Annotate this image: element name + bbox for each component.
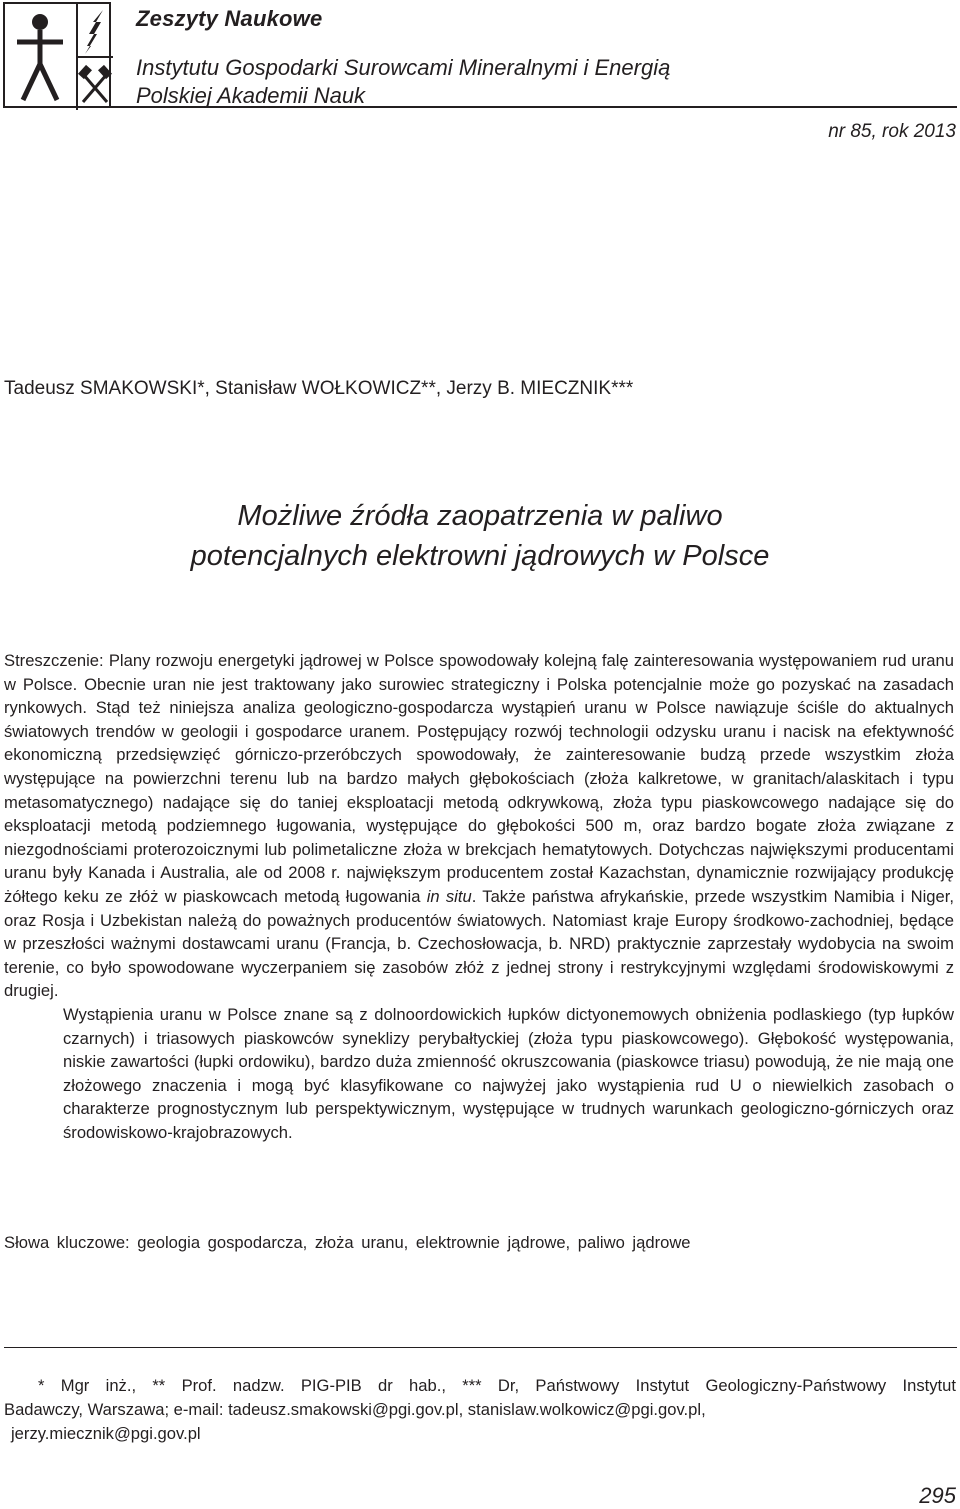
footnote xyxy=(4,1374,956,1446)
abstract-italic-term: in situ xyxy=(426,886,472,906)
footnote-rule xyxy=(4,1347,957,1348)
footnote-line-3: jerzy.miecznik@pgi.gov.pl xyxy=(11,1424,201,1443)
keywords-text: geologia gospodarcza, złoża uranu, elektrownie jądrowe, paliwo jądrowe xyxy=(137,1233,691,1252)
footnote-line-1: * Mgr inż., ** Prof. nadzw. PIG-PIB dr hab., *** Dr, Państwowy Instytut Geologiczny-Państwowy Instytut xyxy=(38,1376,956,1395)
abstract-paragraph-2: Wystąpienia uranu w Polsce znane są z dolnoordowickich łupków dictyonemowych obniżenia podlaskiego (typ łupków czarnych) i triasowych piaskowców syneklizy perybałtyckiej (złoża typu piaskowcowego). Głębokość występowania, niskie zawartości (łupki ordowiku), bardzo duża zmienność okruszcowania (piaskowce triasu) powodują, że nie mają one złożowego znaczenia i mogą być klasyfikowane co najwyżej jako wystąpienia rud U o niewielkich zasobach o charakterze prognostycznym lub perspektywicznym, występujące w trudnych warunkach geologiczno-górniczych oraz środowiskowo-krajobrazowych. xyxy=(63,1004,954,1142)
hammers-icon xyxy=(83,74,107,102)
title-line-2: potencjalnych elektrowni jądrowych w Polsce xyxy=(190,540,770,572)
authors: Tadeusz SMAKOWSKI*, Stanisław WOŁKOWICZ**, Jerzy B. MIECZNIK*** xyxy=(4,378,634,399)
abstract xyxy=(4,649,954,1144)
logo-emblem-icon xyxy=(5,4,113,110)
paper-title xyxy=(0,496,960,576)
institute-line-2: Polskiej Akademii Nauk xyxy=(136,83,366,108)
page-number: 295 xyxy=(919,1483,956,1508)
abstract-text-2: . Także państwa afrykańskie, przede wszystkim Namibia i Niger, oraz Rosja i Uzbekistan należą do poważnych producentów światowych. Natomiast kraje Europy środkowo-zachodniej, będące w przeszłości ważnymi dostawcami uranu (Francja, b. Czechosłowacja, b. NRD) praktycznie zaprzestały wydobycia na swoim terenie, co było spowodowane wyczerpaniem się zasobów złóż z jednej strony i restrykcyjnymi względami środowiskowymi z drugiej. xyxy=(4,886,954,1001)
footnote-line-2: Badawczy, Warszawa; e-mail: tadeusz.smakowski@pgi.gov.pl, stanislaw.wolkowicz@pgi.gov.pl, xyxy=(4,1400,706,1419)
issue-number: nr 85, rok 2013 xyxy=(828,121,956,142)
abstract-label: Streszczenie: xyxy=(4,651,104,670)
journal-logo xyxy=(3,2,111,108)
keywords-label: Słowa kluczowe: xyxy=(4,1233,130,1252)
figure-head-icon xyxy=(32,14,48,30)
journal-name: Zeszyty Naukowe xyxy=(136,6,323,31)
abstract-paragraph-1 xyxy=(4,649,954,1003)
lightning-icon xyxy=(85,10,103,54)
journal-institute xyxy=(136,54,670,110)
abstract-text-1: Plany rozwoju energetyki jądrowej w Polsce spowodowały kolejną falę zainteresowania występowaniem rud uranu w Polsce. Obecnie uran nie jest traktowany jako surowiec strategiczny i Polska potencjalnie może go pozyskać na zasadach rynkowych. Stąd też niniejsza analiza geologiczno-gospodarcza wystąpień uranu w Polsce nawiązuje ściśle do aktualnych światowych trendów w geologii i gospodarce uranem. Postępujący rozwój technologii odzysku uranu i nacisk na efektywność ekonomiczną przedsięwzięć górniczo-przeróbczych spowodowały, że zainteresowanie budzą przede wszystkim złoża występujące na powierzchni terenu lub na bardzo małych głębokościach (złoża kalkretowe, w granitach/alaskitach i typu metasomatycznego) nadające się do taniej eksploatacji metodą odkrywkową, złoża typu piaskowcowego nadające się do eksploatacji metodą podziemnego ługowania, występujące do głębokości 500 m, oraz bardzo bogate złoża związane z niezgodnościami proterozoicznymi lub polimetaliczne złoża w brekcjach hematytowych. Dotychczas największymi producentami uranu były Kanada i Australia, ale od 2008 r. największym producentem został Kazachstan, dynamicznie rozwijający produkcję żółtego keku ze złóż w piaskowcach metodą ługowania xyxy=(4,651,954,906)
institute-line-1: Instytutu Gospodarki Surowcami Mineralnymi i Energią xyxy=(136,55,671,80)
title-line-1: Możliwe źródła zaopatrzenia w paliwo xyxy=(237,500,723,532)
keywords xyxy=(4,1233,691,1253)
